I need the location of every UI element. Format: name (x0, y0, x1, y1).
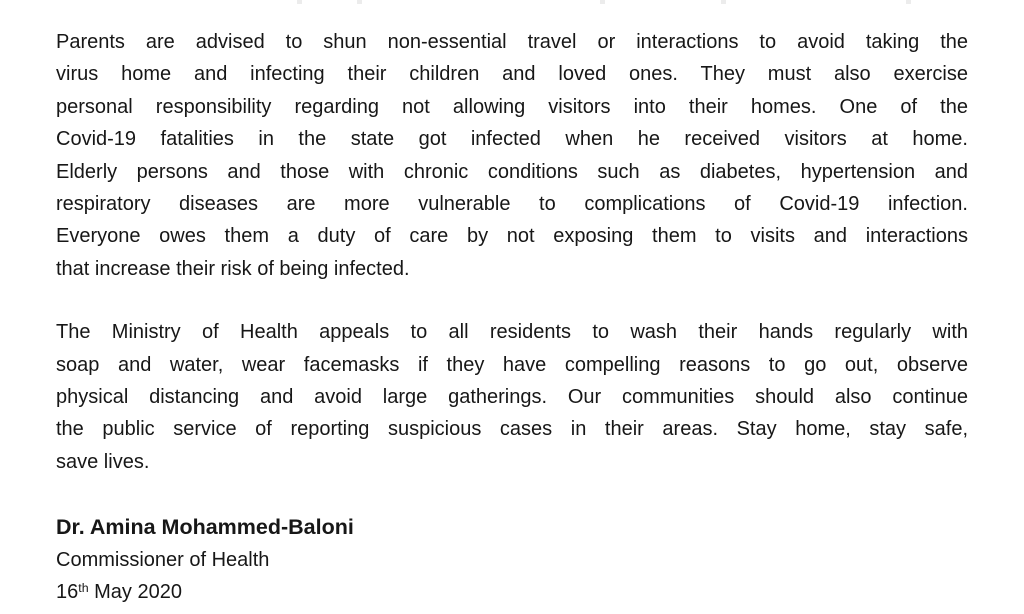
text-line: Everyone owes them a duty of care by not exposing them to visits and interactions (56, 225, 968, 248)
signer-name: Dr. Amina Mohammed-Baloni (56, 515, 354, 540)
cropped-text-artifact (906, 0, 911, 4)
text-line: Covid-19 fatalities in the state got infected when he received visitors at home. (56, 128, 968, 151)
date-day: 16 (56, 581, 79, 604)
date-month-year: May 2020 (88, 581, 182, 604)
text-line: Parents are advised to shun non-essential travel or interactions to avoid taking the (56, 31, 968, 53)
paragraph-travel-advisory (56, 26, 968, 285)
signature-date (56, 576, 968, 610)
cropped-text-artifact (297, 0, 302, 4)
text-line: Elderly persons and those with chronic conditions such as diabetes, hypertension and (56, 160, 968, 183)
text-line: virus home and infecting their children and loved ones. They must also exercise (56, 63, 968, 86)
signature-block (56, 511, 968, 610)
text-line: soap and water, wear facemasks if they have compelling reasons to go out, observe (56, 353, 968, 376)
signer-title: Commissioner of Health (56, 548, 270, 571)
paragraph-ministry-appeal (56, 316, 968, 478)
text-line: respiratory diseases are more vulnerable to complications of Covid-19 infection. (56, 193, 968, 216)
text-line: save lives. (56, 450, 150, 473)
date-ordinal-suffix: th (78, 581, 89, 596)
text-line: physical distancing and avoid large gatherings. Our communities should also continue (56, 386, 968, 409)
text-line: that increase their risk of being infected. (56, 257, 410, 280)
document-body (56, 26, 968, 611)
cropped-text-artifact (721, 0, 726, 4)
text-line: The Ministry of Health appeals to all residents to wash their hands regularly with (56, 321, 968, 344)
text-line: personal responsibility regarding not allowing visitors into their homes. One of the (56, 95, 968, 118)
text-line: the public service of reporting suspicious cases in their areas. Stay home, stay safe, (56, 418, 968, 441)
cropped-text-artifact (600, 0, 605, 4)
cropped-text-artifact (357, 0, 362, 4)
